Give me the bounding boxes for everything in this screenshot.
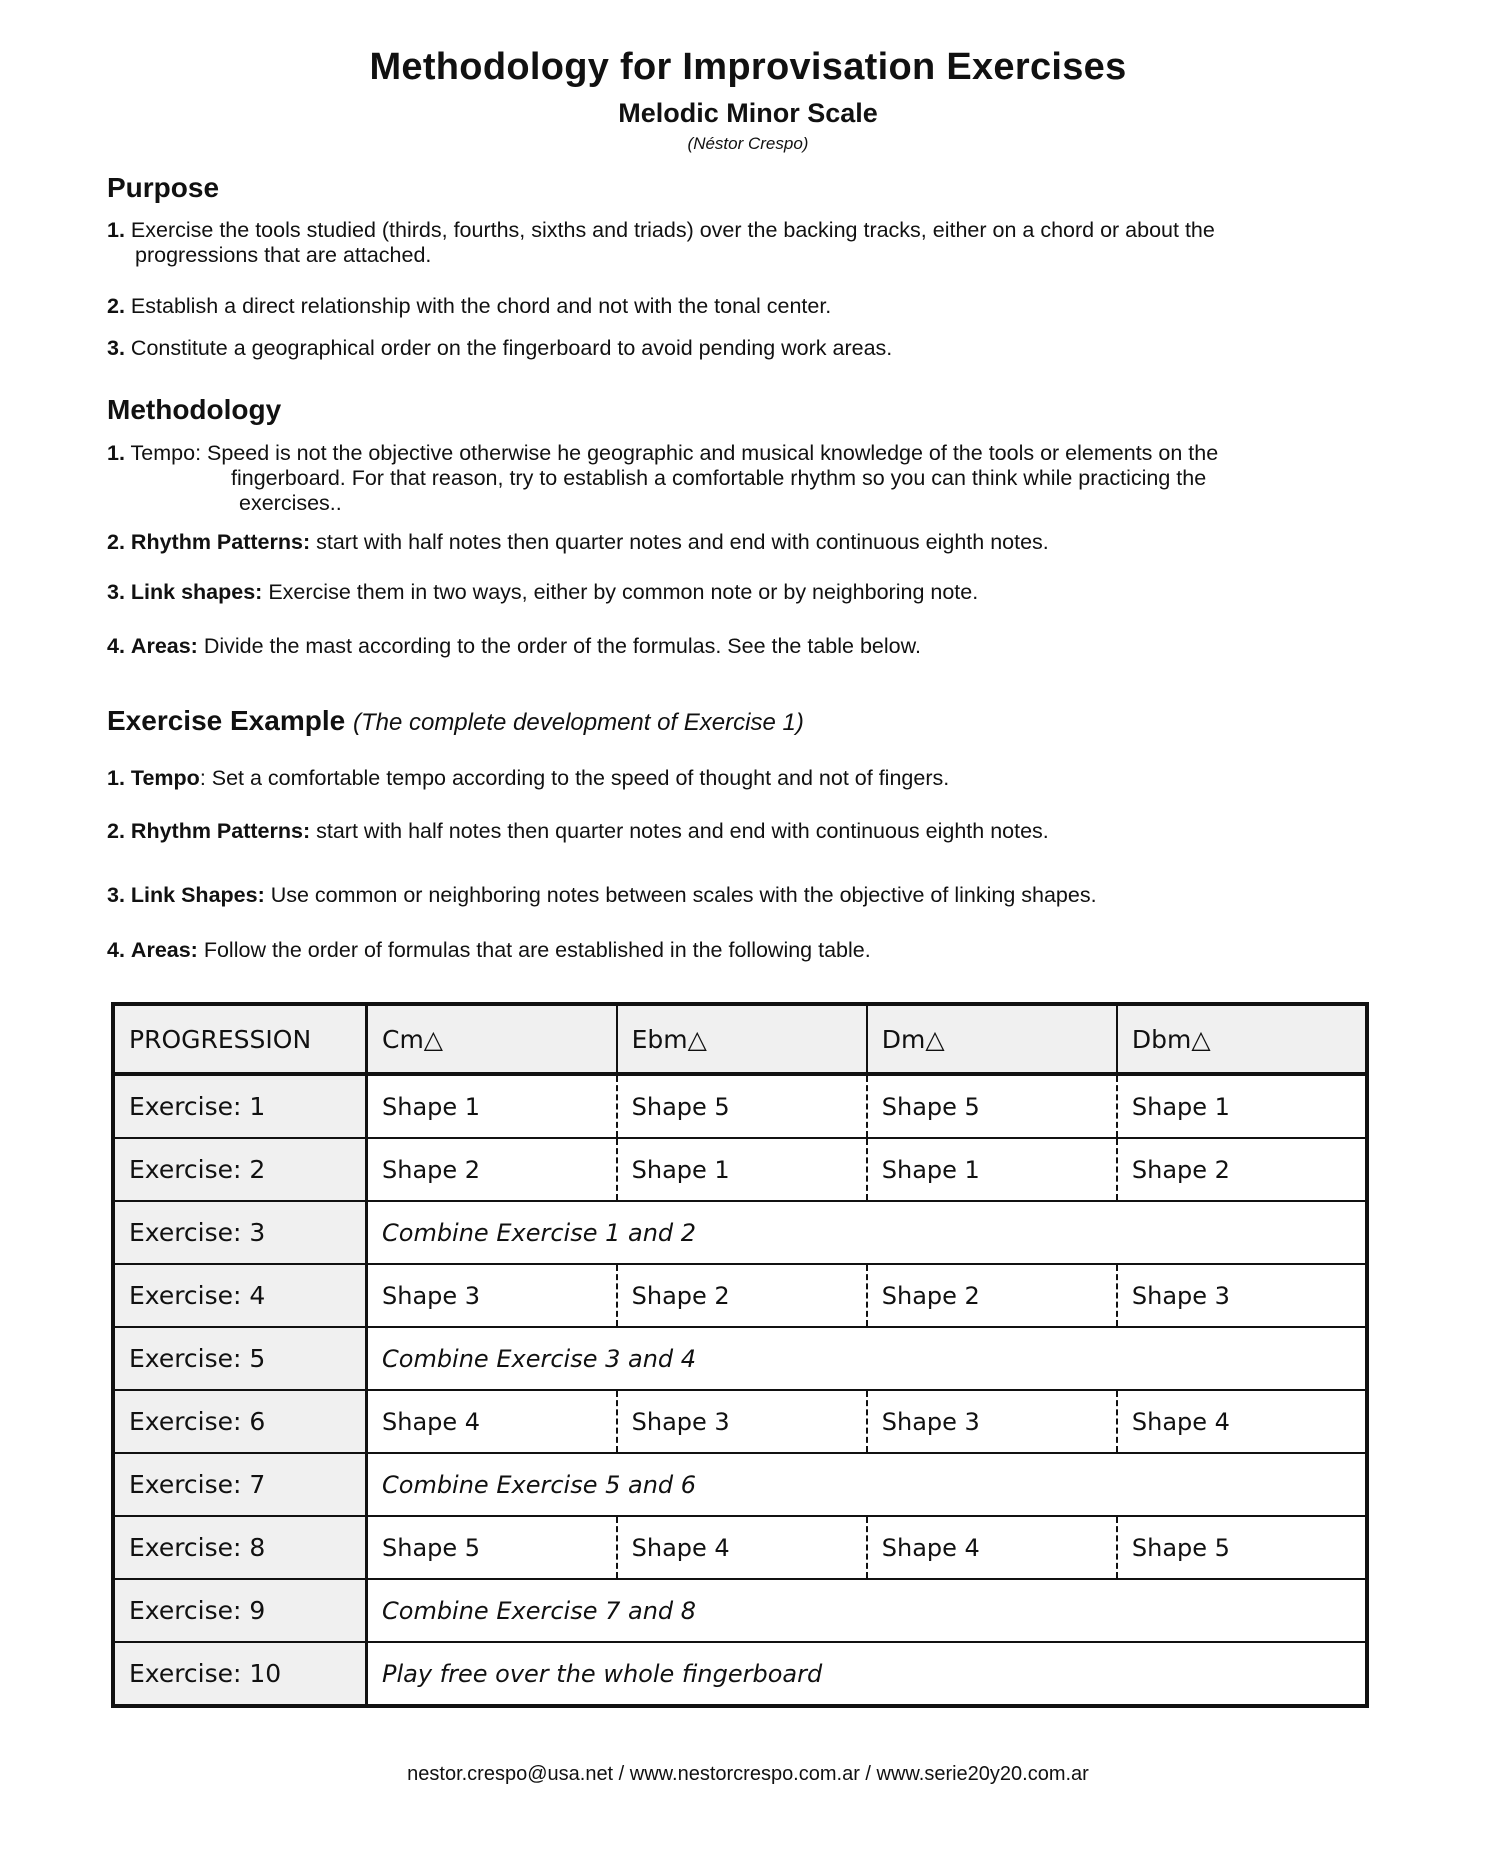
footer-contact: nestor.crespo@usa.net / www.nestorcrespo.com.ar / www.serie20y20.com.ar [407, 1763, 1089, 1785]
item-label: Tempo [130, 766, 200, 790]
row-label: Exercise: 5 [113, 1327, 367, 1390]
item-text: Exercise them in two ways, either by common note or by neighboring note. [268, 580, 979, 604]
table-cell: Shape 5 [617, 1074, 867, 1138]
table-cell: Shape 4 [367, 1390, 617, 1453]
table-cell: Shape 3 [617, 1390, 867, 1453]
table-cell: Shape 5 [367, 1516, 617, 1579]
table-cell: Shape 2 [1117, 1138, 1367, 1201]
combined-cell: Play free over the whole fingerboard [367, 1642, 1368, 1706]
item-text: start with half notes then quarter notes and end with continuous eighth notes. [316, 530, 1049, 554]
author: (Néstor Crespo) [687, 134, 809, 153]
example-item-1 [107, 766, 1396, 791]
example-heading-note: (The complete development of Exercise 1) [352, 709, 804, 736]
item-text: Exercise the tools studied (thirds, fourths, sixths and triads) over the backing tracks, either on a chord or about the [130, 218, 1215, 242]
table-cell: Shape 5 [1117, 1516, 1367, 1579]
combined-cell: Combine Exercise 1 and 2 [367, 1201, 1368, 1264]
row-label: Exercise: 8 [113, 1516, 367, 1579]
item-text: Speed is not the objective otherwise he geographic and musical knowledge of the tools or elements on the [207, 441, 1219, 465]
item-number: 1. [107, 441, 125, 465]
table-cell: Shape 3 [867, 1390, 1117, 1453]
table-row [113, 1453, 1367, 1516]
item-text: Follow the order of formulas that are established in the following table. [203, 938, 871, 962]
item-number: 2. [107, 294, 125, 318]
table-row [113, 1642, 1367, 1706]
table-cell: Shape 2 [367, 1138, 617, 1201]
methodology-item-2 [107, 530, 1396, 555]
item-text: : Set a comfortable tempo according to the speed of thought and not of fingers. [199, 766, 950, 790]
table-row [113, 1074, 1367, 1138]
table-cell: Shape 1 [867, 1138, 1117, 1201]
item-text: Establish a direct relationship with the chord and not with the tonal center. [130, 294, 832, 318]
table-cell: Shape 3 [367, 1264, 617, 1327]
item-number: 3. [107, 883, 125, 907]
header-chord: Dm△ [867, 1004, 1117, 1074]
document-subtitle: Melodic Minor Scale [618, 98, 878, 128]
header-chord: Ebm△ [617, 1004, 867, 1074]
item-number: 4. [107, 938, 125, 962]
combined-cell: Combine Exercise 5 and 6 [367, 1453, 1368, 1516]
table-cell: Shape 1 [617, 1138, 867, 1201]
table-cell: Shape 4 [1117, 1390, 1367, 1453]
item-text-continued: fingerboard. For that reason, try to establish a comfortable rhythm so you can think while practicing the [231, 466, 1207, 490]
header-progression: PROGRESSION [113, 1004, 367, 1074]
table-cell: Shape 4 [867, 1516, 1117, 1579]
row-label: Exercise: 6 [113, 1390, 367, 1453]
item-text: Use common or neighboring notes between scales with the objective of linking shapes. [270, 883, 1097, 907]
item-text: start with half notes then quarter notes and end with continuous eighth notes. [316, 819, 1049, 843]
purpose-heading: Purpose [107, 172, 220, 203]
methodology-item-4 [107, 634, 1396, 659]
item-number: 3. [107, 336, 125, 360]
table-cell: Shape 4 [617, 1516, 867, 1579]
item-text-continued-2: exercises.. [239, 491, 342, 515]
row-label: Exercise: 2 [113, 1138, 367, 1201]
example-item-4 [107, 938, 1396, 963]
table-header-row [113, 1004, 1367, 1074]
table-row [113, 1138, 1367, 1201]
methodology-heading: Methodology [107, 394, 282, 425]
row-label: Exercise: 3 [113, 1201, 367, 1264]
combined-cell: Combine Exercise 7 and 8 [367, 1579, 1368, 1642]
item-number: 1. [107, 766, 125, 790]
table-cell: Shape 1 [367, 1074, 617, 1138]
row-label: Exercise: 4 [113, 1264, 367, 1327]
header-chord: Cm△ [367, 1004, 617, 1074]
example-heading-title: Exercise Example [107, 705, 346, 736]
row-label: Exercise: 10 [113, 1642, 367, 1706]
table-cell: Shape 2 [867, 1264, 1117, 1327]
item-label: Link shapes: [130, 580, 263, 604]
combined-cell: Combine Exercise 3 and 4 [367, 1327, 1368, 1390]
table-row [113, 1390, 1367, 1453]
progression-table [111, 1002, 1369, 1708]
purpose-item-1 [107, 218, 1396, 268]
table-row [113, 1579, 1367, 1642]
table-cell: Shape 1 [1117, 1074, 1367, 1138]
purpose-item-3 [107, 336, 1396, 361]
row-label: Exercise: 1 [113, 1074, 367, 1138]
methodology-item-3 [107, 580, 1396, 605]
item-number: 3. [107, 580, 125, 604]
document-title: Methodology for Improvisation Exercises [369, 46, 1127, 88]
item-label: Areas: [130, 634, 198, 658]
purpose-item-2 [107, 294, 1396, 319]
header-chord: Dbm△ [1117, 1004, 1367, 1074]
table-cell: Shape 3 [1117, 1264, 1367, 1327]
item-number: 4. [107, 634, 125, 658]
item-number: 1. [107, 218, 125, 242]
item-label: Areas: [130, 938, 198, 962]
row-label: Exercise: 9 [113, 1579, 367, 1642]
item-number: 2. [107, 530, 125, 554]
table-cell: Shape 5 [867, 1074, 1117, 1138]
example-item-3 [107, 883, 1396, 908]
methodology-item-1 [107, 441, 1396, 516]
table-row [113, 1264, 1367, 1327]
table-row [113, 1327, 1367, 1390]
item-text-continued: progressions that are attached. [135, 243, 432, 267]
table-cell: Shape 2 [617, 1264, 867, 1327]
item-number: 2. [107, 819, 125, 843]
item-label: Link Shapes: [130, 883, 265, 907]
item-label: Rhythm Patterns: [130, 819, 311, 843]
table-row [113, 1201, 1367, 1264]
example-item-2 [107, 819, 1396, 844]
item-text: Divide the mast according to the order of the formulas. See the table below. [203, 634, 921, 658]
item-label: Rhythm Patterns: [130, 530, 311, 554]
row-label: Exercise: 7 [113, 1453, 367, 1516]
item-label: Tempo: [130, 441, 202, 465]
example-heading [107, 705, 804, 737]
table-row [113, 1516, 1367, 1579]
item-text: Constitute a geographical order on the fingerboard to avoid pending work areas. [130, 336, 893, 360]
